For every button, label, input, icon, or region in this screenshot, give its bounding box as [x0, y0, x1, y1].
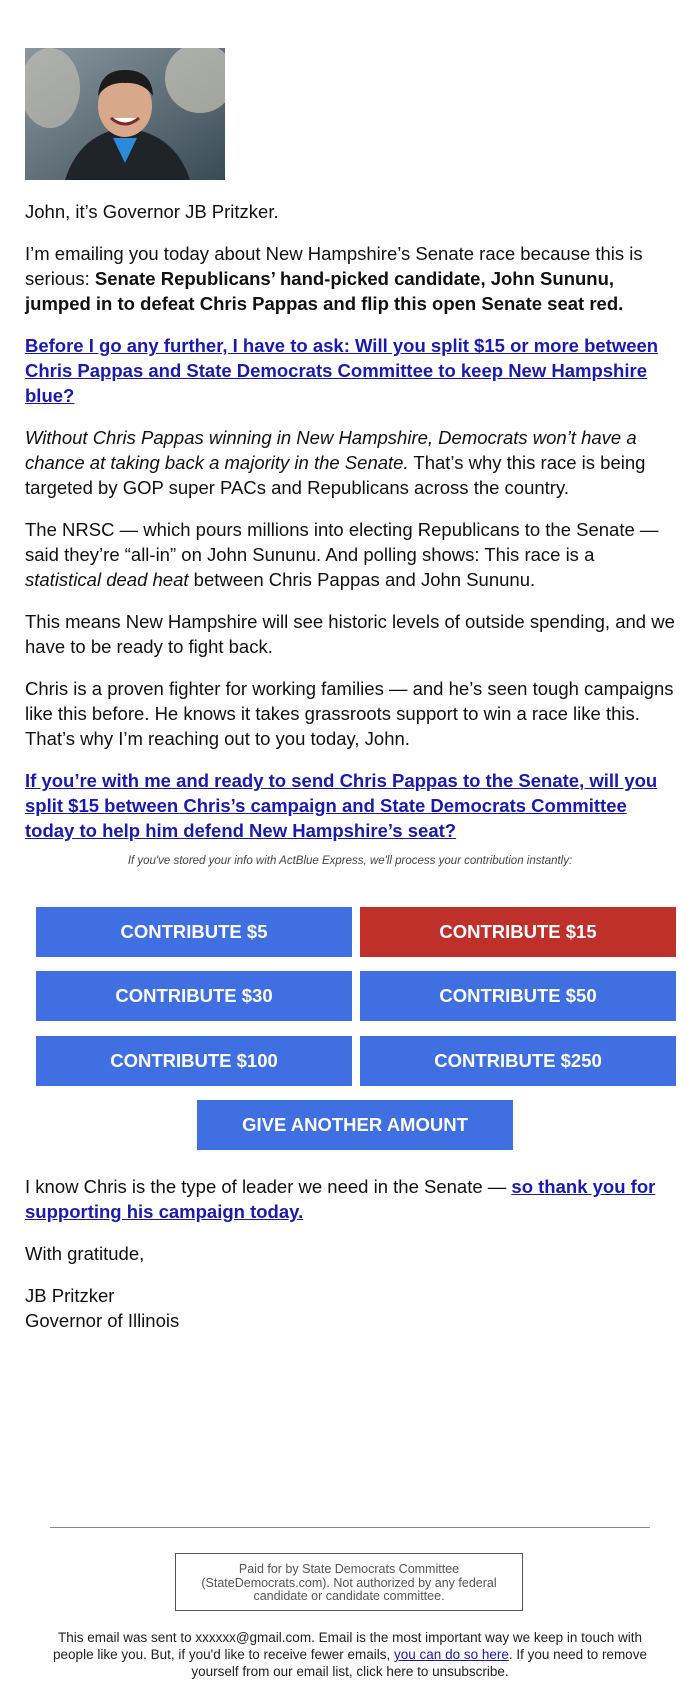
italic-paragraph — [25, 425, 675, 500]
contribute-5-button[interactable]: CONTRIBUTE $5 — [36, 907, 352, 957]
give-another-amount-button[interactable]: GIVE ANOTHER AMOUNT — [197, 1100, 513, 1150]
nrsc-rest: between Chris Pappas and John Sununu. — [188, 569, 536, 590]
fewer-emails-link[interactable]: you can do so here — [394, 1647, 509, 1662]
ask-link-2[interactable]: If you’re with me and ready to send Chris Pappas to the Senate, will you split $15 between Chris’s campaign and State Democrats Committee today to help him defend New Hampshire’s seat? — [25, 770, 658, 841]
footer — [40, 1629, 660, 1680]
footer-part1: This email was sent to — [58, 1630, 196, 1645]
thank-you-link[interactable]: so thank you for supporting his campaign today. — [25, 1176, 656, 1222]
paid-for-disclaimer: Paid for by State Democrats Committee (StateDemocrats.com). Not authorized by any federal candidate or candidate committee. — [175, 1553, 523, 1611]
intro-bold: Senate Republicans’ hand-picked candidate, John Sununu, jumped in to defeat Chris Pappas and flip this open Senate seat red. — [25, 268, 624, 314]
italic-rest: That’s why this race is being targeted by GOP super PACs and Republicans across the country. — [25, 452, 646, 498]
intro-lead: I’m emailing you today about New Hampshire’s Senate race because this is serious: — [25, 243, 643, 289]
contribute-15-button[interactable]: CONTRIBUTE $15 — [360, 907, 676, 957]
email-body — [25, 48, 675, 843]
nrsc-lead: The NRSC — which pours millions into electing Republicans to the Senate — said they’re “all-in” on John Sununu. And polling shows: This race is a — [25, 519, 659, 565]
footer-part3: . If you need to remove yourself from our email list, click here to unsubscribe. — [191, 1647, 647, 1679]
divider — [50, 1527, 650, 1528]
nrsc-italic: statistical dead heat — [25, 569, 189, 590]
gratitude: With gratitude, — [25, 1243, 145, 1264]
closing-section — [25, 1174, 675, 1333]
footer-email: xxxxxx@gmail.com — [195, 1630, 312, 1645]
contribute-100-button[interactable]: CONTRIBUTE $100 — [36, 1036, 352, 1086]
greeting: John, it’s Governor JB Pritzker. — [25, 201, 279, 222]
contribute-50-button[interactable]: CONTRIBUTE $50 — [360, 971, 676, 1021]
closing-paragraph — [25, 1174, 675, 1224]
contribute-30-button[interactable]: CONTRIBUTE $30 — [36, 971, 352, 1021]
contribute-250-button[interactable]: CONTRIBUTE $250 — [360, 1036, 676, 1086]
fighter-paragraph: Chris is a proven fighter for working families — and he’s seen tough campaigns like this before. He knows it takes grassroots support to win a race like this. That’s why I’m reaching out to you today, John. — [25, 678, 674, 749]
intro-paragraph — [25, 241, 675, 316]
spending-paragraph: This means New Hampshire will see historic levels of outside spending, and we have to be ready to fight back. — [25, 611, 675, 657]
signature-title: Governor of Illinois — [25, 1310, 180, 1331]
nrsc-paragraph — [25, 517, 675, 592]
ask-link-1[interactable]: Before I go any further, I have to ask: Will you split $15 or more between Chris Pappas and State Democrats Committee to keep New Hampshire blue? — [25, 335, 659, 406]
footer-part2: . Email is the most important way we keep in touch with people like you. But, if you'd like to receive fewer emails, — [53, 1630, 642, 1662]
signature-name: JB Pritzker — [25, 1285, 115, 1306]
italic-lead: Without Chris Pappas winning in New Hampshire, Democrats won’t have a chance at taking back a majority in the Senate. — [25, 427, 637, 473]
actblue-note: If you've stored your info with ActBlue Express, we'll process your contribution instantly: — [127, 855, 573, 867]
portrait-photo — [25, 48, 225, 180]
closing-lead: I know Chris is the type of leader we need in the Senate — — [25, 1176, 512, 1197]
